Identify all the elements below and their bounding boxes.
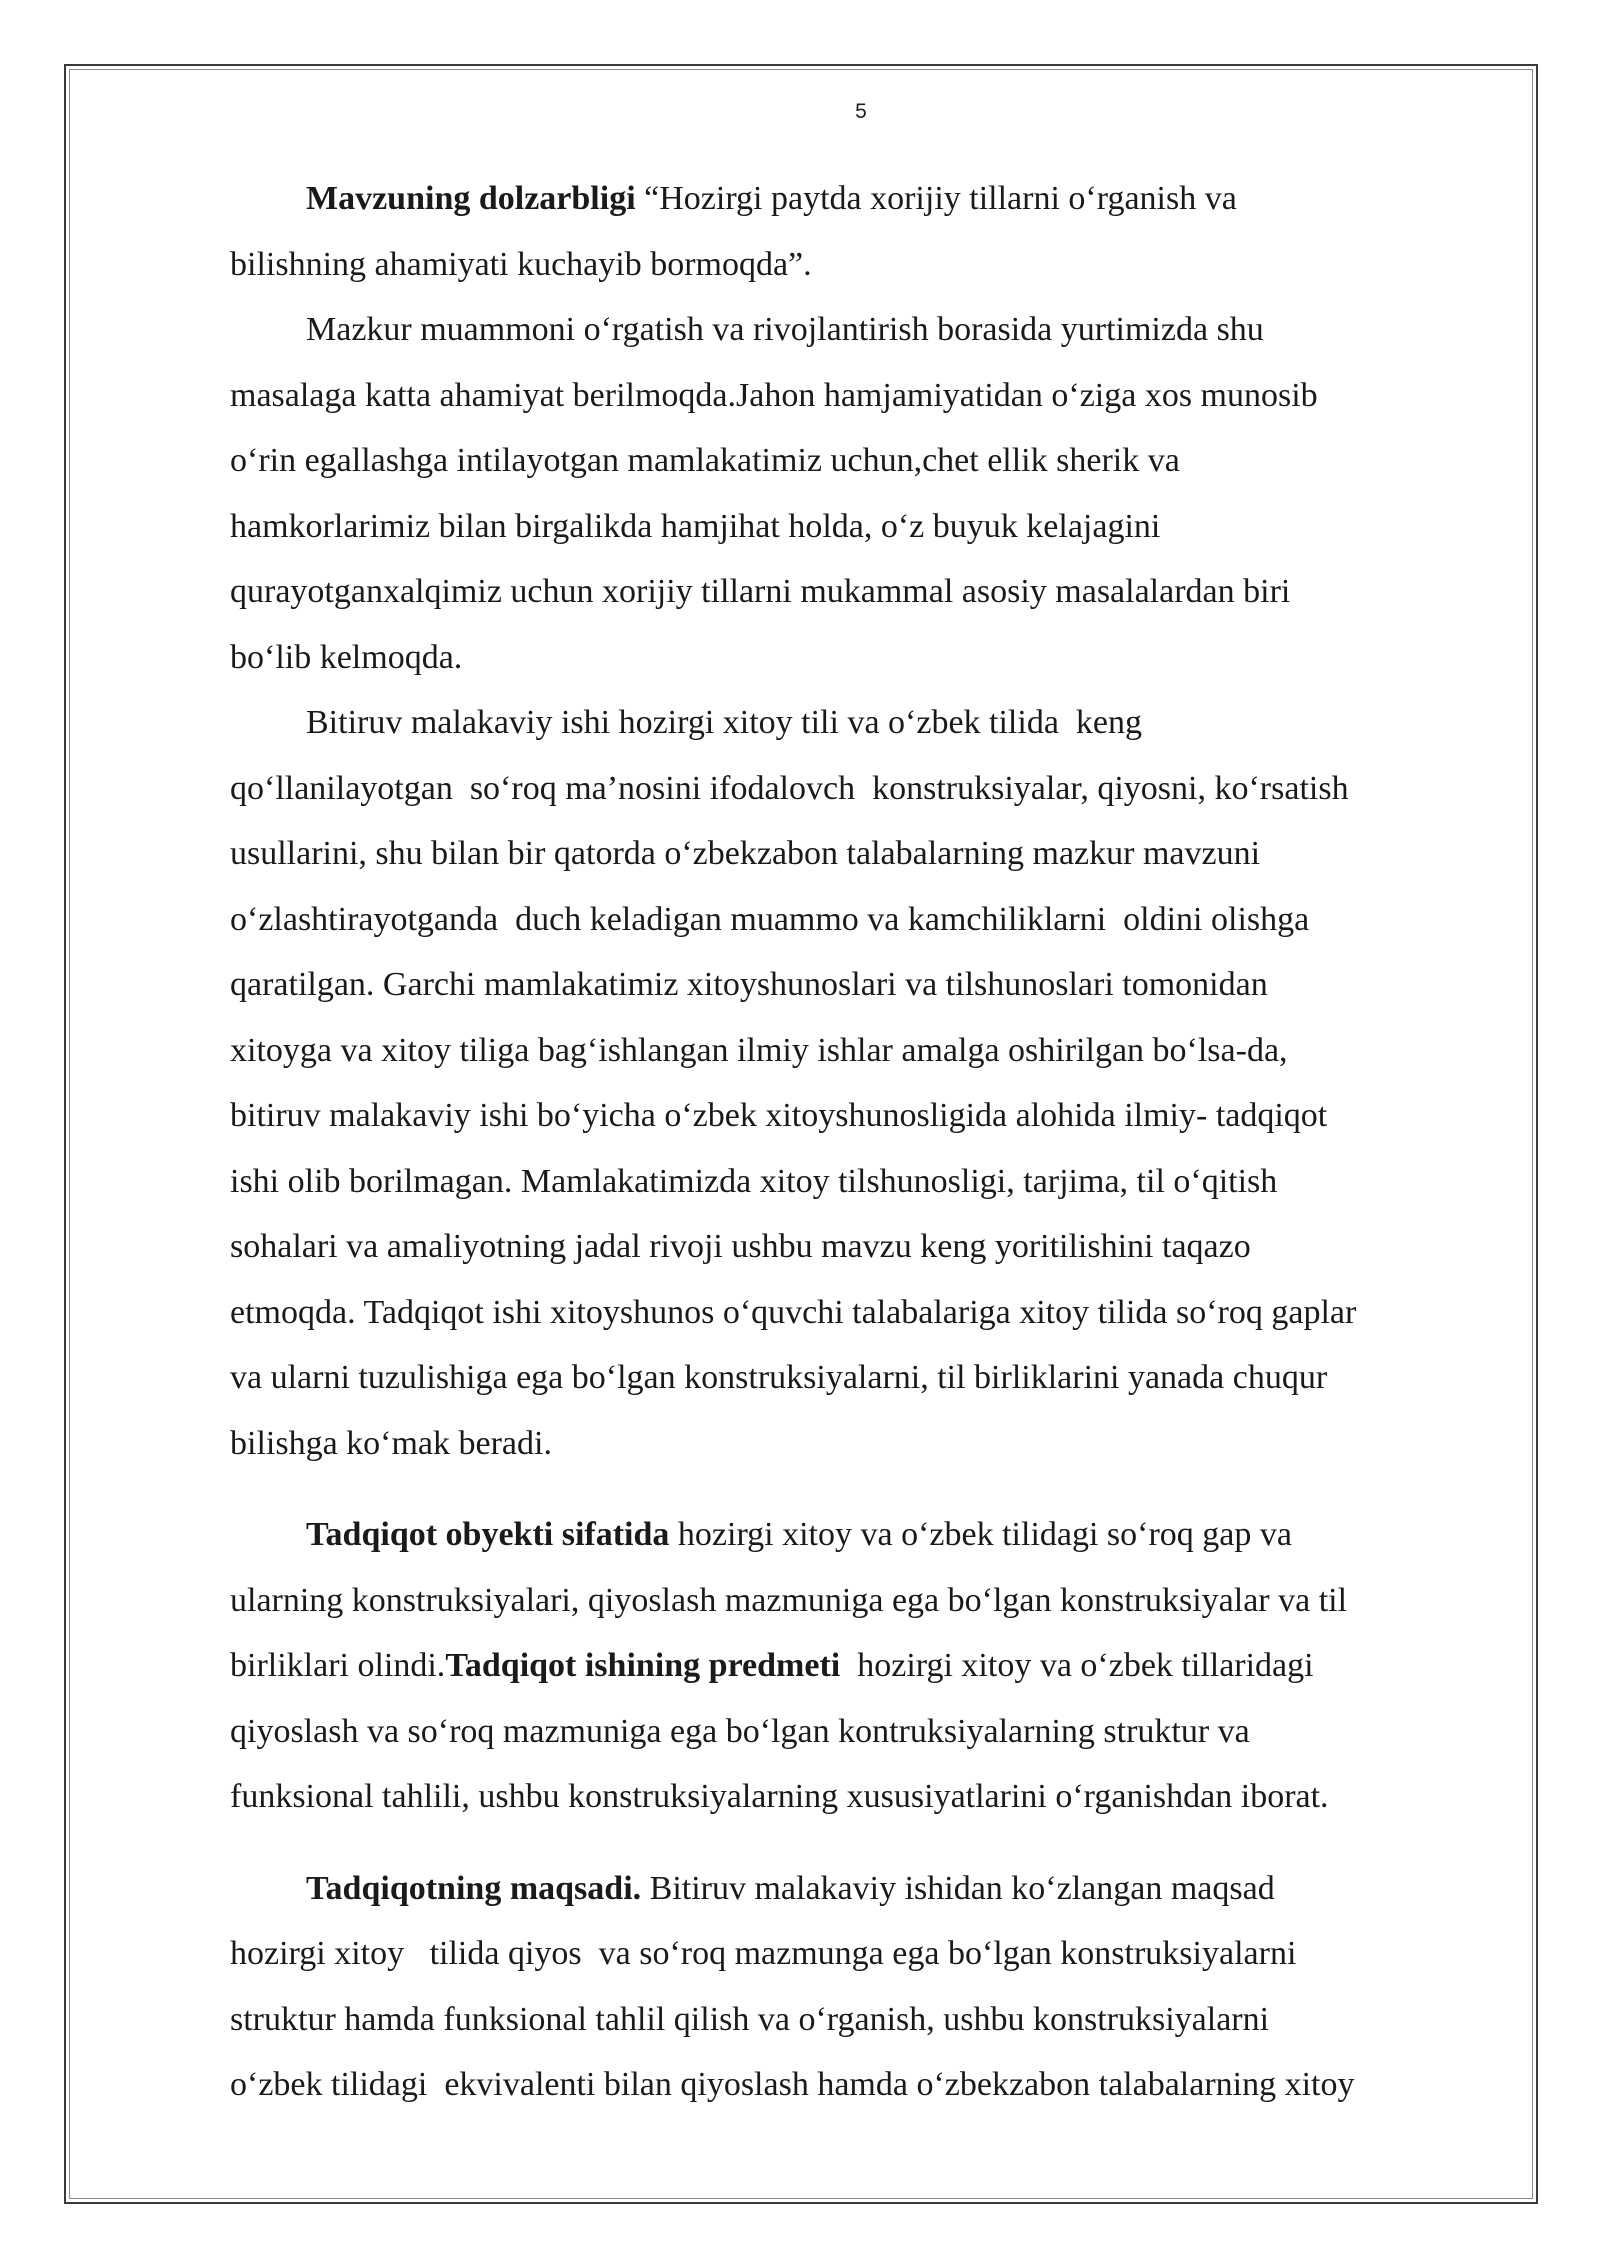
text-line: bitiruv malakaviy ishi bo‘yicha o‘zbek xitoyshunosligida alohida ilmiy- tadqiqot: [230, 1097, 1328, 1134]
bold-heading: Tadqiqotning maqsadi.: [306, 1869, 642, 1907]
text-line: bo‘lib kelmoqda.: [230, 638, 463, 676]
text-line: qo‘llanilayotgan so‘roq ma’nosini ifodalovch konstruksiyalar, qiyosni, ko‘rsatish: [230, 769, 1349, 807]
text-line: sohalari va amaliyotning jadal rivoji ushbu mavzu keng yoritilishini taqazo: [230, 1228, 1251, 1265]
text-line: bilishga ko‘mak beradi.: [230, 1424, 552, 1462]
paragraph-goal: [230, 1856, 1490, 2118]
bold-heading: Mavzuning dolzarbligi: [306, 180, 636, 217]
text-line: hozirgi xitoy tilida qiyos va so‘roq mazmunga ega bo‘lgan konstruksiyalarni: [230, 1935, 1297, 1972]
text-line: struktur hamda funksional tahlil qilish va o‘rganish, ushbu konstruksiyalarni: [230, 2000, 1270, 2038]
paragraph-problem: [230, 297, 1490, 690]
page-number: 5: [855, 100, 867, 123]
text-line: Bitiruv malakaviy ishi hozirgi xitoy tili va o‘zbek tilida keng: [306, 704, 1143, 741]
bold-heading: Tadqiqot ishining predmeti: [445, 1647, 841, 1684]
text-line: qaratilgan. Garchi mamlakatimiz xitoyshunoslari va tilshunoslari tomonidan: [230, 966, 1268, 1003]
text-line: Mavzuning dolzarbligi “Hozirgi paytda xorijiy tillarni o‘rganish va: [306, 180, 1237, 217]
text-line: va ularni tuzulishiga ega bo‘lgan konstruksiyalarni, til birliklarini yanada chuqur: [230, 1359, 1328, 1396]
text-line: hamkorlarimiz bilan birgalikda hamjihat holda, o‘z buyuk kelajagini: [230, 507, 1161, 545]
text-line: Mazkur muammoni o‘rgatish va rivojlantirish borasida yurtimizda shu: [306, 311, 1264, 348]
paragraph-relevance: [230, 166, 1490, 297]
document-body: [230, 166, 1490, 2118]
text-line: etmoqda. Tadqiqot ishi xitoyshunos o‘quvchi talabalariga xitoy tilida so‘roq gaplar: [230, 1293, 1357, 1331]
text-line: bilishning ahamiyati kuchayib bormoqda”.: [230, 245, 812, 283]
text-line: Tadqiqot obyekti sifatida hozirgi xitoy va o‘zbek tilidagi so‘roq gap va: [306, 1516, 1292, 1553]
text-line: qiyoslash va so‘roq mazmuniga ega bo‘lgan kontruksiyalarning struktur va: [230, 1712, 1250, 1750]
text-line: o‘zlashtirayotganda duch keladigan muammo va kamchiliklarni oldini olishga: [230, 900, 1310, 938]
text-line: birliklari olindi.Tadqiqot ishining predmeti hozirgi xitoy va o‘zbek tillaridagi: [230, 1647, 1314, 1684]
text-line: Tadqiqotning maqsadi. Bitiruv malakaviy ishidan ko‘zlangan maqsad: [306, 1869, 1275, 1907]
text-line: qurayotganxalqimiz uchun xorijiy tillarni mukammal asosiy masalalardan biri: [230, 573, 1291, 610]
paragraph-thesis: [230, 690, 1490, 1476]
text-line: masalaga katta ahamiyat berilmoqda.Jahon hamjamiyatidan o‘ziga xos munosib: [230, 376, 1318, 414]
bold-heading: Tadqiqot obyekti sifatida: [306, 1516, 670, 1553]
text-line: o‘zbek tilidagi ekvivalenti bilan qiyoslash hamda o‘zbekzabon talabalarning xitoy: [230, 2066, 1355, 2103]
text-line: o‘rin egallashga intilayotgan mamlakatimiz uchun,chet ellik sherik va: [230, 442, 1180, 479]
paragraph-object: [230, 1502, 1490, 1830]
text-line: ishi olib borilmagan. Mamlakatimizda xitoy tilshunosligi, tarjima, til o‘qitish: [230, 1162, 1278, 1200]
text-line: xitoyga va xitoy tiliga bag‘ishlangan ilmiy ishlar amalga oshirilgan bo‘lsa-da,: [230, 1031, 1288, 1069]
text-line: funksional tahlili, ushbu konstruksiyalarning xususiyatlarini o‘rganishdan iborat.: [230, 1778, 1329, 1815]
text-line: usullarini, shu bilan bir qatorda o‘zbekzabon talabalarning mazkur mavzuni: [230, 835, 1261, 872]
text-line: ularning konstruksiyalari, qiyoslash mazmuniga ega bo‘lgan konstruksiyalar va til: [230, 1581, 1348, 1619]
